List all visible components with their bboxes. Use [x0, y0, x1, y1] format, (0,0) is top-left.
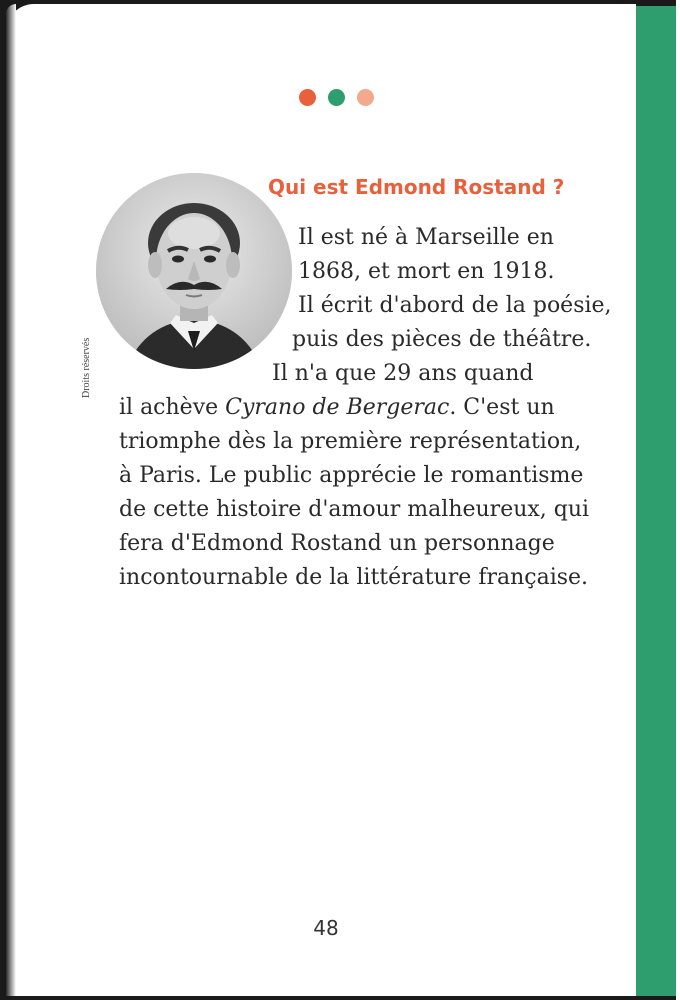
body-line: à Paris. Le public apprécie le romantisme	[119, 463, 584, 488]
portrait-photo	[96, 173, 292, 369]
portrait-icon	[96, 173, 292, 369]
page-right-margin	[676, 0, 680, 1000]
page-number: 48	[313, 916, 339, 940]
copyright-note: Droits réservés	[81, 337, 92, 398]
body-line: incontournable de la littérature française.	[119, 565, 589, 590]
body-line: Il est né à Marseille en	[298, 225, 554, 250]
body-line: 1868, et mort en 1918.	[298, 259, 555, 284]
section-title: Qui est Edmond Rostand ?	[268, 175, 565, 199]
body-line: de cette histoire d'amour malheureux, qui	[119, 497, 590, 522]
page-edge-stripe	[636, 6, 676, 996]
body-line-part: . C'est un	[449, 395, 555, 420]
body-line: puis des pièces de théâtre.	[292, 327, 592, 352]
body-line: triomphe dès la première représentation,	[119, 429, 582, 454]
green-dot-icon	[328, 89, 345, 106]
decorative-dots	[299, 89, 374, 106]
book-title: Cyrano de Bergerac	[225, 395, 450, 420]
body-line	[119, 391, 555, 425]
body-line: fera d'Edmond Rostand un personnage	[119, 531, 555, 556]
orange-dot-icon	[299, 89, 316, 106]
body-line: Il écrit d'abord de la poésie,	[298, 293, 612, 318]
binding-shadow	[6, 4, 16, 996]
body-line-part: il achève	[119, 395, 219, 420]
body-line: Il n'a que 29 ans quand	[272, 361, 534, 386]
peach-dot-icon	[357, 89, 374, 106]
